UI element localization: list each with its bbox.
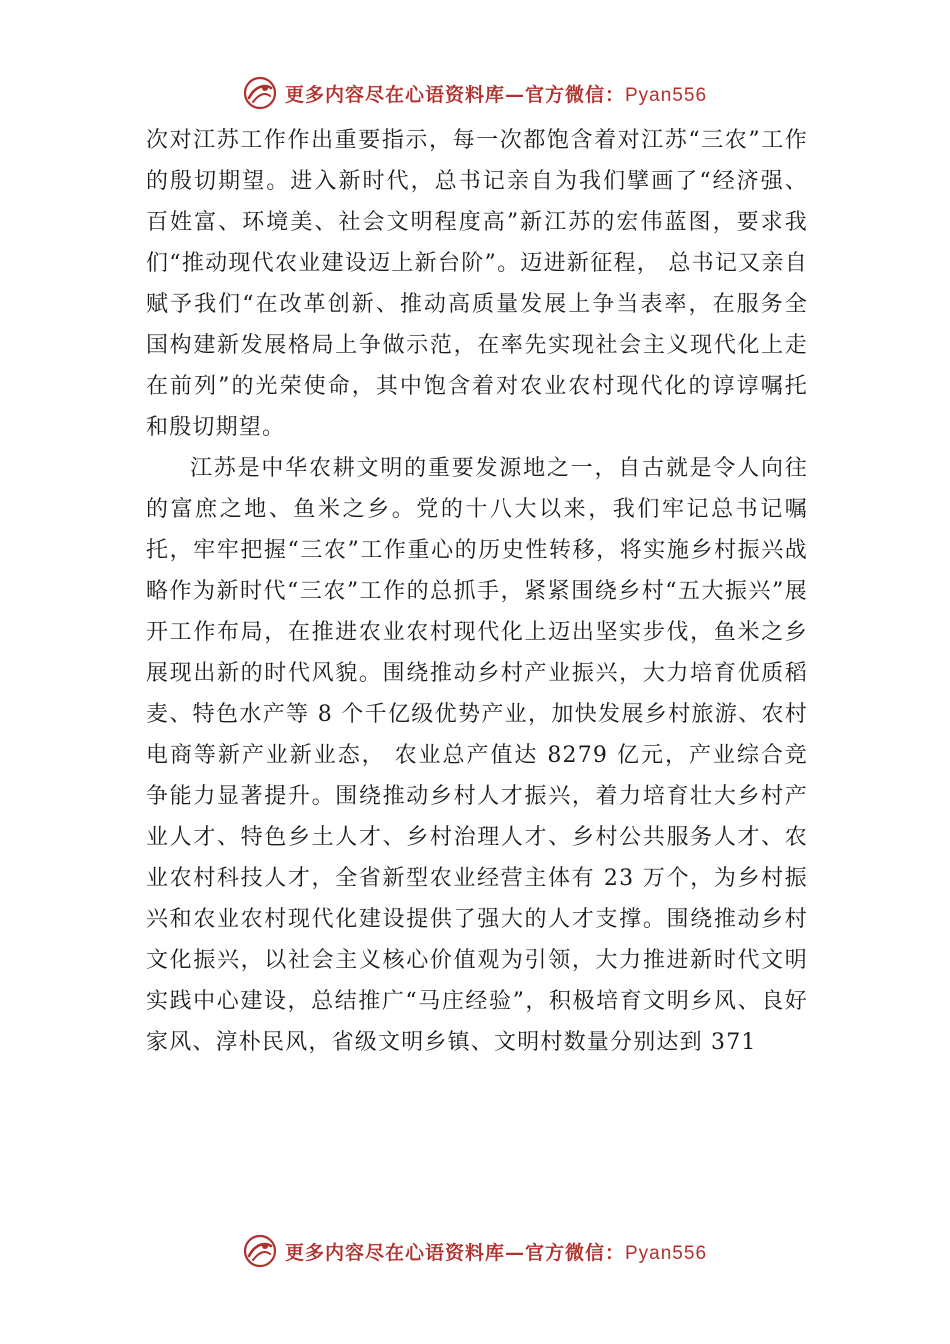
footer-banner-text: [285, 1238, 707, 1265]
header-banner: [0, 74, 950, 112]
paragraph-2: 江苏是中华农耕文明的重要发源地之一，自古就是令人向往的富庶之地、鱼米之乡。党的十八大以来，我们牢记总书记嘱托，牢牢把握“三农”工作重心的历史性转移，将实施乡村振兴战略作为新时代“三农”工作的总抓手，紧紧围绕乡村“五大振兴”展开工作布局，在推进农业农村现代化上迈出坚实步伐，鱼米之乡展现出新的时代风貌。围绕推动乡村产业振兴，大力培育优质稻麦、特色水产等 8 个千亿级优势产业，加快发展乡村旅游、农村电商等新产业新业态， 农业总产值达 8279 亿元，产业综合竞争能力显著提升。围绕推动乡村人才振兴，着力培育壮大乡村产业人才、特色乡土人才、乡村治理人才、乡村公共服务人才、农业农村科技人才，全省新型农业经营主体有 23 万个，为乡村振兴和农业农村现代化建设提供了强大的人才支撑。围绕推动乡村文化振兴，以社会主义核心价值观为引领，大力推进新时代文明实践中心建设，总结推广“马庄经验”，积极培育文明乡风、良好家风、淳朴民风，省级文明乡镇、文明村数量分别达到 371: [146, 456, 808, 1055]
brand-logo-icon: [243, 1234, 277, 1268]
footer-banner: [0, 1232, 950, 1270]
footer-banner-label: 更多内容尽在心语资料库—官方微信：: [284, 1241, 625, 1264]
header-banner-text: [285, 80, 707, 107]
header-wechat-id: Pyan556: [625, 84, 708, 106]
brand-logo-icon: [243, 76, 277, 110]
footer-wechat-id: Pyan556: [625, 1242, 708, 1264]
paragraph-1: 次对江苏工作作出重要指示，每一次都饱含着对江苏“三农”工作的殷切期望。进入新时代，总书记亲自为我们擘画了“经济强、百姓富、环境美、社会文明程度高”新江苏的宏伟蓝图，要求我们“推动现代农业建设迈上新台阶”。迈进新征程， 总书记又亲自赋予我们“在改革创新、推动高质量发展上争当表率，在服务全国构建新发展格局上争做示范，在率先实现社会主义现代化上走在前列”的光荣使命，其中饱含着对农业农村现代化的谆谆嘱托和殷切期望。: [146, 128, 808, 440]
document-body: [146, 120, 808, 1063]
header-banner-label: 更多内容尽在心语资料库—官方微信：: [284, 83, 625, 106]
